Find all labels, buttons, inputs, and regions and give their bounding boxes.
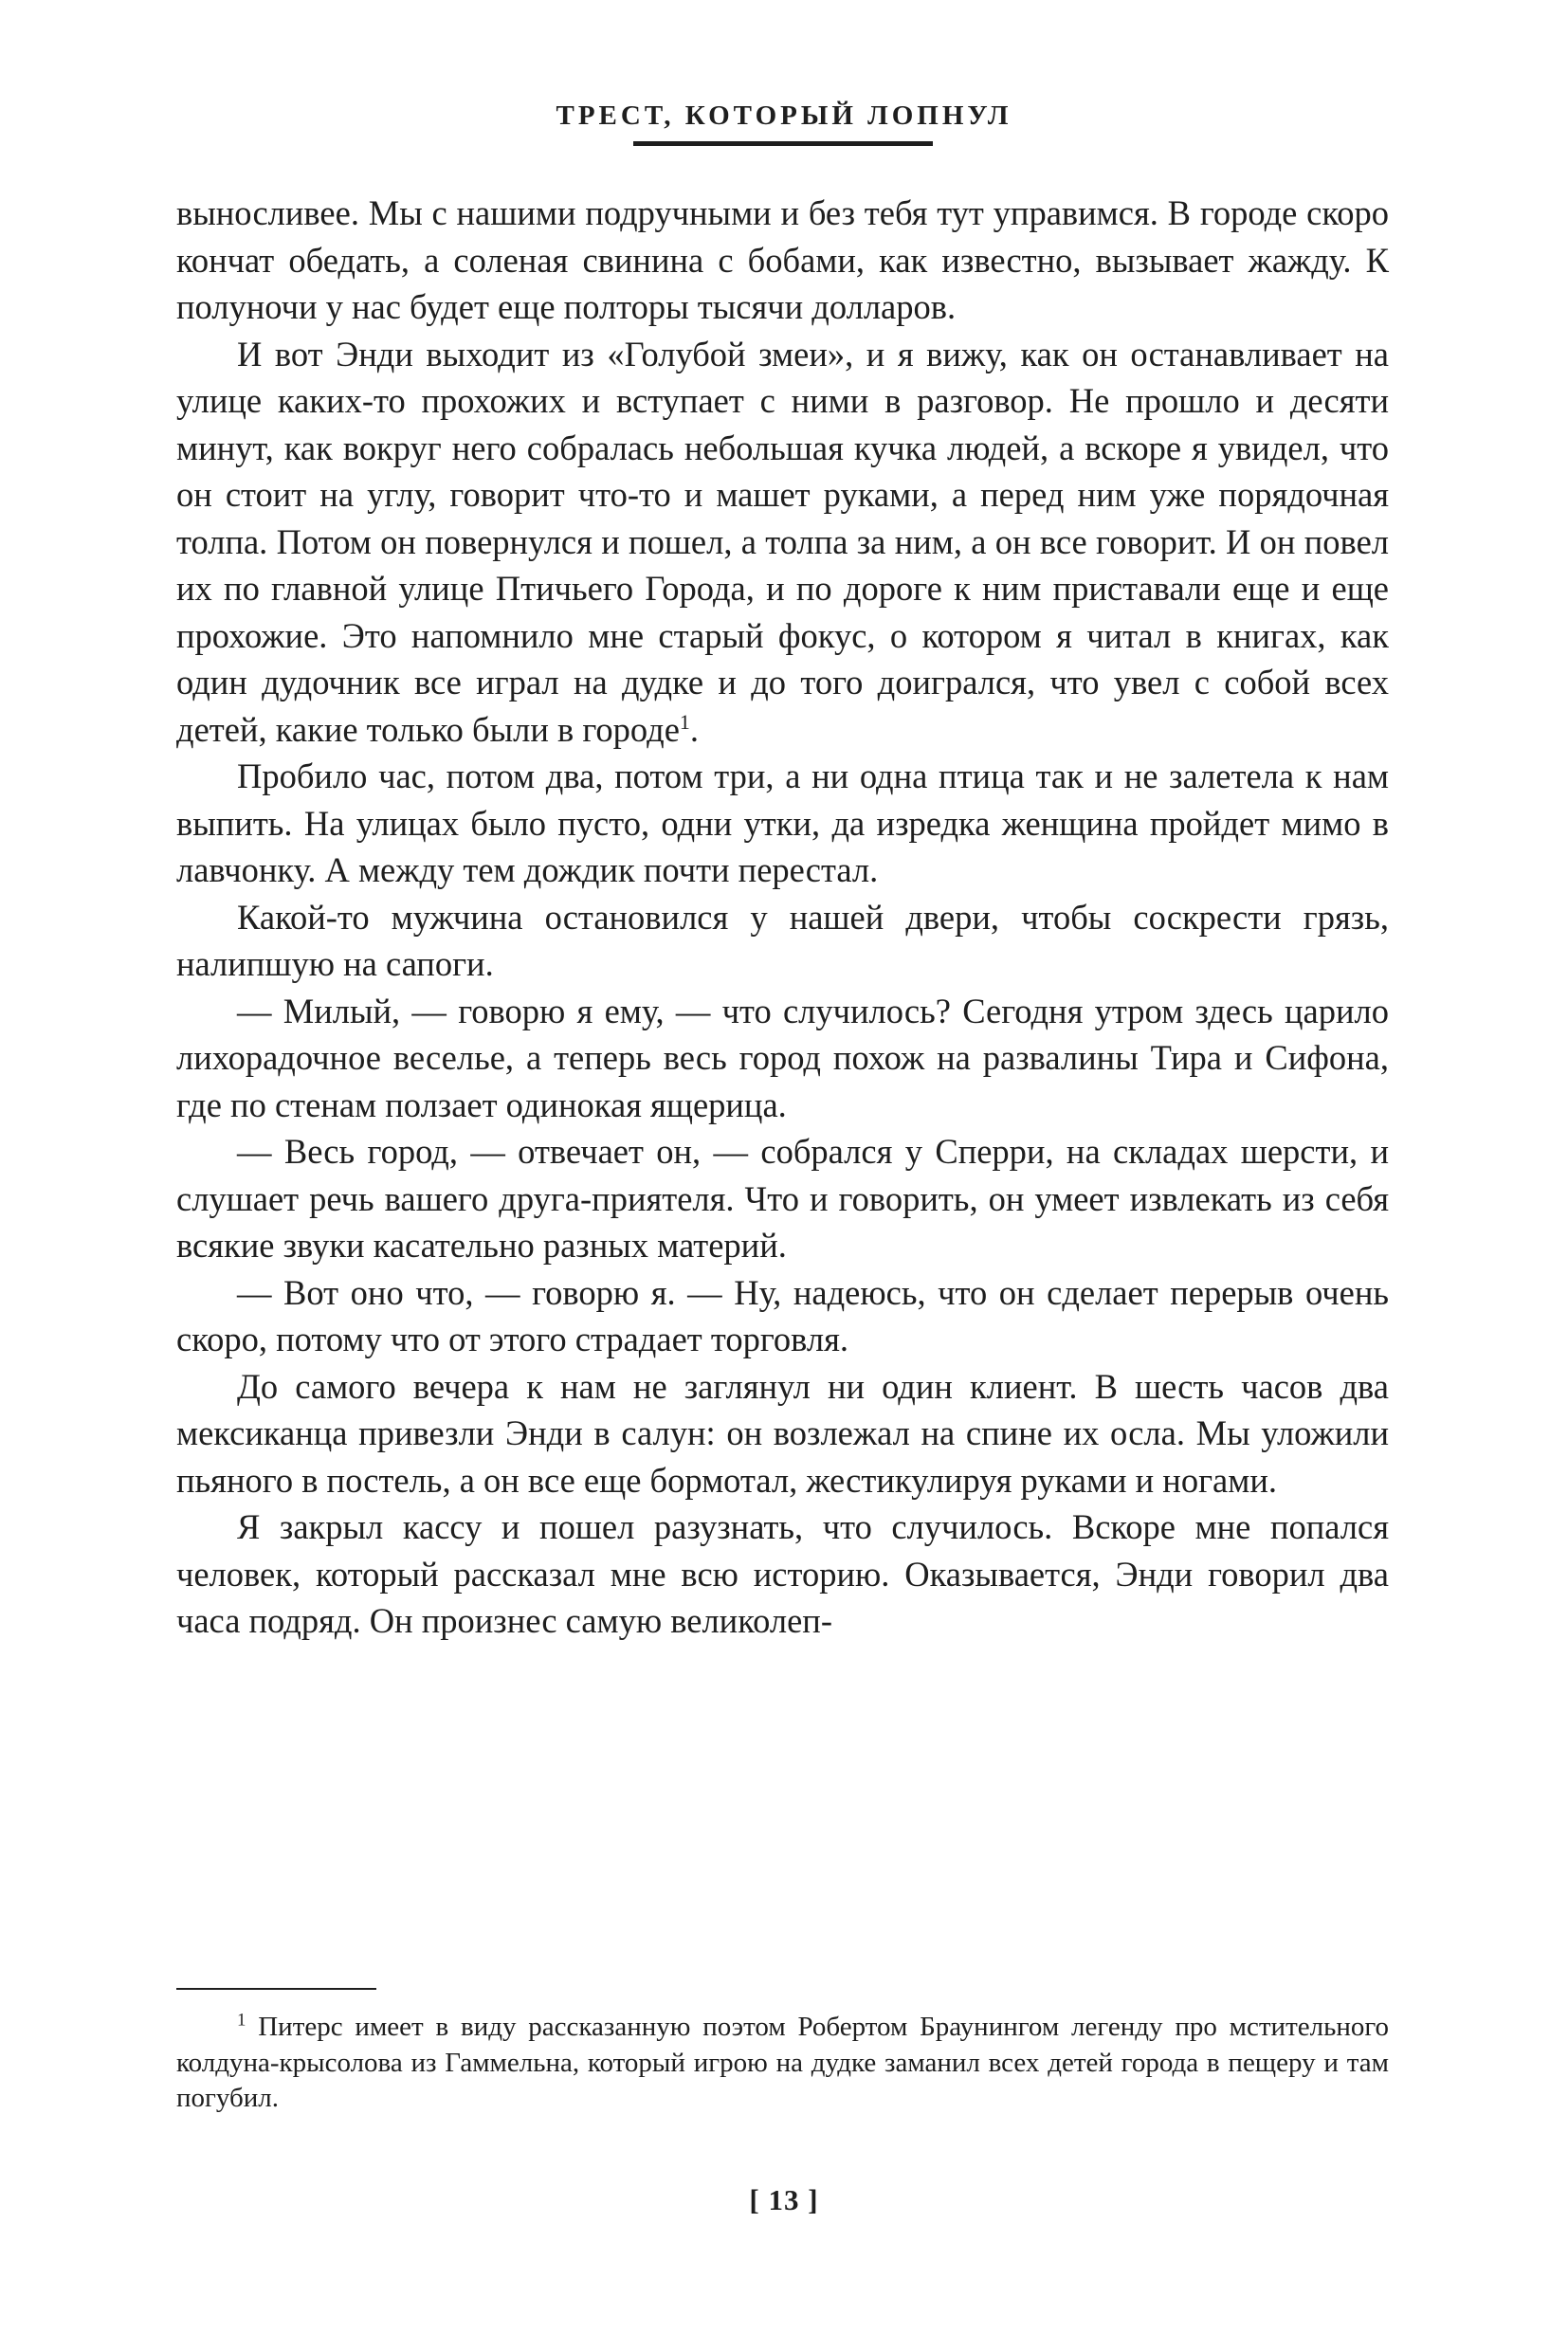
paragraph: Я закрыл кассу и пошел разузнать, что случилось. Вскоре мне попался человек, который рассказал мне всю историю. Оказывается, Энди говорил два часа подряд. Он произнес самую великолеп- — [176, 1507, 1389, 1640]
footnote-marker: 1 — [237, 2010, 246, 2031]
paragraph: Какой-то мужчина остановился у нашей двери, чтобы соскрести грязь, налипшую на сапоги. — [176, 897, 1389, 983]
paragraph: Пробило час, потом два, потом три, а ни одна птица так и не залетела к нам выпить. На улицах было пусто, одни утки, да изредка женщина пройдет мимо в лавчонку. А между тем дождик почти перестал. — [176, 756, 1389, 889]
paragraph: выносливее. Мы с нашими подручными и без тебя тут управимся. В городе скоро кончат обедать, а соленая свинина с бобами, как известно, вызывает жажду. К полуночи у нас будет еще полторы тысячи долларов. — [176, 193, 1389, 326]
running-title: ТРЕСТ, КОТОРЫЙ ЛОПНУЛ — [556, 100, 1012, 131]
footnote-rule — [176, 1988, 376, 1990]
paragraph: До самого вечера к нам не заглянул ни один клиент. В шесть часов два мексиканца привезли Энди в салун: он возлежал на спине их осла. Мы уложили пьяного в постель, а он все еще бормотал, жестикулируя руками и ногами. — [176, 1366, 1389, 1500]
header-rule — [633, 141, 933, 146]
paragraph: — Вот оно что, — говорю я. — Ну, надеюсь, что он сделает перерыв очень скоро, потому что от этого страдает торговля. — [176, 1272, 1389, 1358]
page-number: [ 13 ] — [749, 2183, 819, 2216]
paragraph: — Милый, — говорю я ему, — что случилось? Сегодня утром здесь царило лихорадочное веселье, а теперь весь город похож на развалины Тира и Сифона, где по стенам ползает одинокая ящерица. — [176, 991, 1389, 1124]
footnote — [176, 2010, 1389, 2117]
footnote-reference: 1 — [679, 709, 690, 734]
paragraph: — Весь город, — отвечает он, — собрался у Сперри, на складах шерсти, и слушает речь вашего друга-приятеля. Что и говорить, он умеет извлекать из себя всякие звуки касательно разных материй. — [176, 1132, 1389, 1265]
paragraph: И вот Энди выходит из «Голубой змеи», и я вижу, как он останавливает на улице каких-то прохожих и вступает с ними в разговор. Не прошло и десяти минут, как вокруг него собралась небольшая кучка людей, а вскоре я увидел, что он стоит на углу, говорит что-то и машет руками, а перед ним уже порядочная толпа. Потом он повернулся и пошел, а толпа за ним, а он все говорит. И он повел их по главной улице Птичьего Города, и по дороге к ним приставали еще и еще прохожие. Это напомнило мне старый фокус, о котором я читал в книгах, как один дудочник все играл на дудке и до того доигрался, что увел с собой всех детей, какие только были в городе$^1$. — [176, 334, 1389, 749]
main-text — [176, 190, 1389, 1645]
footnote-text: $^1$ Питерс имеет в виду рассказанную поэтом Робертом Браунингом легенду про мстительного колдуна-крысолова из Гаммельна, который игрою на дудке заманил всех детей города в пещеру и там погубил. — [176, 2010, 1390, 2113]
